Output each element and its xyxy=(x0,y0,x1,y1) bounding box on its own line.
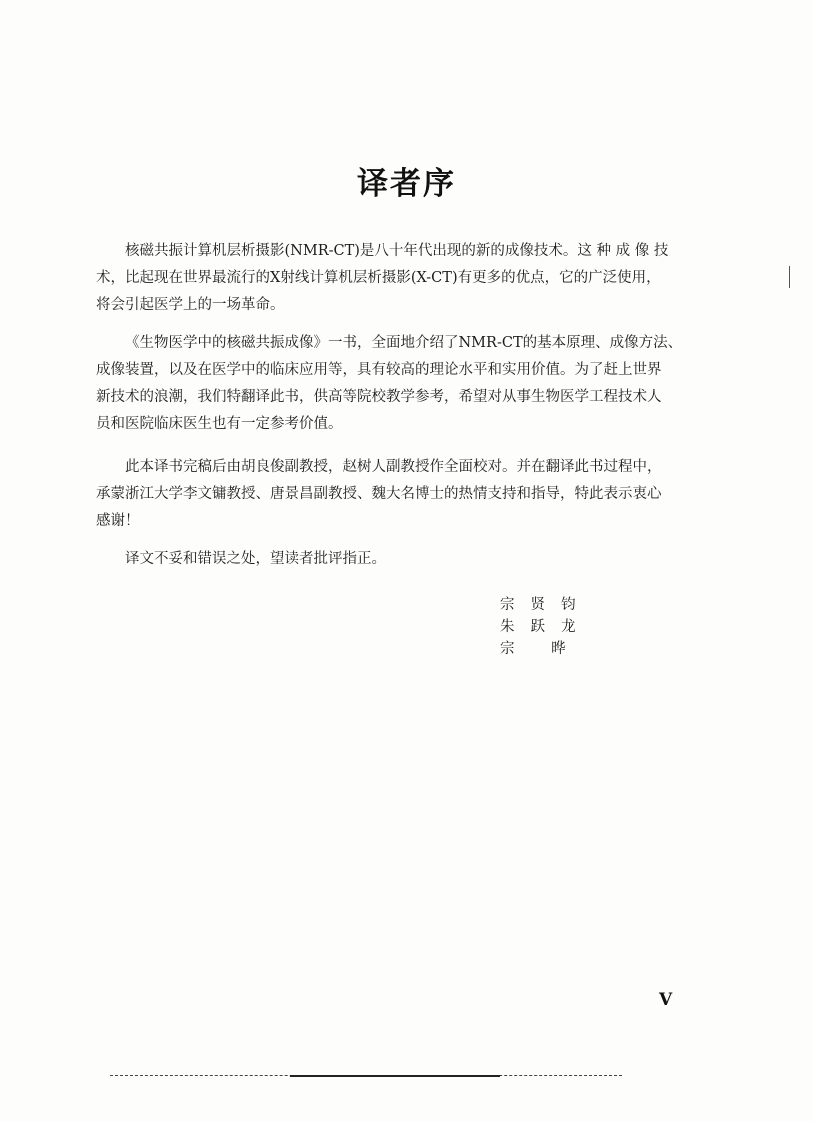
translator-name: 朱跃龙 xyxy=(500,619,592,635)
paragraph-line: 员和医院临床医生也有一定参考价值。 xyxy=(96,416,343,432)
margin-mark xyxy=(789,266,790,288)
paragraph-closing xyxy=(96,546,708,573)
paragraph-acknowledgements xyxy=(96,454,708,535)
paragraph-line: 将会引起医学上的一场革命。 xyxy=(96,297,285,313)
bottom-rule-solid xyxy=(290,1075,500,1077)
page-number: V xyxy=(659,990,673,1010)
translator-name: 宗 晔 xyxy=(500,641,582,657)
paragraph-intro xyxy=(96,238,708,319)
paragraph-line: 核磁共振计算机层析摄影(NMR-CT)是八十年代出现的新的成像技术。这 种 成 像 技 xyxy=(125,243,669,259)
paragraph-line: 感谢！ xyxy=(96,513,140,529)
paragraph-line: 此本译书完稿后由胡良俊副教授，赵树人副教授作全面校对。并在翻译此书过程中， xyxy=(125,459,662,475)
paragraph-line: 成像装置，以及在医学中的临床应用等，具有较高的理论水平和实用价值。为了赶上世界 xyxy=(96,362,662,378)
page-title: 译者序 xyxy=(357,166,456,202)
paragraph-line: 承蒙浙江大学李文镛教授、唐景昌副教授、魏大名博士的热情支持和指导，特此表示衷心 xyxy=(96,486,662,502)
paragraph-book-description xyxy=(96,330,708,438)
translator-name: 宗贤钧 xyxy=(500,597,592,613)
translator-signatures xyxy=(500,594,592,660)
paragraph-line: 《生物医学中的核磁共振成像》一书，全面地介绍了NMR-CT的基本原理、成像方法、 xyxy=(125,335,683,351)
paragraph-line: 译文不妥和错误之处，望读者批评指正。 xyxy=(125,551,386,567)
paragraph-line: 术，比起现在世界最流行的X射线计算机层析摄影(X-CT)有更多的优点，它的广泛使用， xyxy=(96,270,661,286)
paragraph-line: 新技术的浪潮，我们特翻译此书，供高等院校教学参考，希望对从事生物医学工程技术人 xyxy=(96,389,662,405)
